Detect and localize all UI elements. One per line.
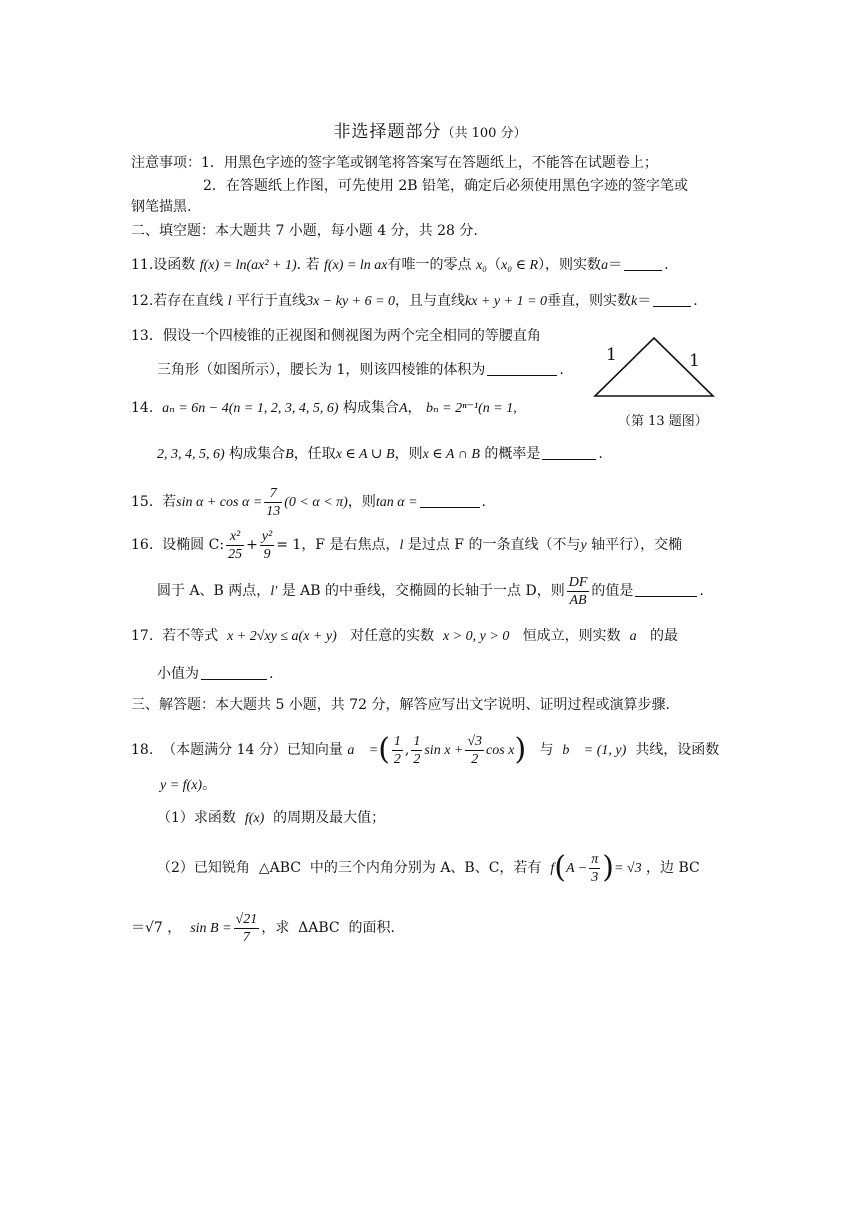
q14-formula-7: x ∈ A ∩ B (422, 447, 480, 462)
q14-text: ，则 (394, 446, 423, 462)
q18-p1-text: （1）求函数 (157, 810, 236, 826)
q18-p2-text: 中的三个内角分别为 A、B、C，若有 (309, 860, 542, 876)
q12-answer-blank (653, 292, 691, 307)
q17-formula-2: x > 0, y > 0 (443, 629, 510, 644)
title-sub: （共 100 分） (441, 126, 527, 141)
q13-text-2: 三角形（如图所示），腰长为 1，则该四棱锥的体积为 (157, 362, 486, 378)
q14-text: 的概率是 (484, 446, 541, 462)
q14-formula-1: aₙ = 6n − 4(n = 1, 2, 3, 4, 5, 6) (162, 401, 339, 416)
q16-fraction-x (226, 528, 244, 563)
question-18-part-1 (157, 808, 385, 829)
section-2-header (131, 221, 478, 241)
question-18-part-2-cont (131, 905, 395, 952)
q18-p3-text: ， (167, 920, 182, 936)
q11-text: . 若 (296, 257, 320, 273)
q12-text: 若存在直线 (153, 293, 224, 309)
q16-eq: = 1 (276, 537, 302, 553)
q16-text: 设椭圆 C: (162, 537, 225, 553)
q17-text: 若不等式 (162, 628, 219, 644)
q18-bc-length: ＝√7 (131, 920, 163, 936)
q17-number: 17. (131, 628, 154, 644)
q11-text: ＝ (608, 257, 623, 273)
frac-num: √21 (235, 911, 258, 927)
q16-frac-den: AB (569, 592, 587, 608)
q16-fraction-df-ab (567, 574, 590, 609)
q18-paren-open: ( (378, 732, 390, 767)
q18-p2-f: f (550, 861, 555, 876)
q12-text: 平行于直线 (236, 293, 307, 309)
q15-formula-1: sin α + cos α = (176, 495, 263, 510)
q14-formula-6: x ∈ A ∪ B (335, 447, 395, 462)
q14-formula-2: A (398, 401, 408, 416)
q16-frac-den: 9 (263, 546, 271, 562)
q18-text: 。 (202, 777, 217, 793)
q11-text: 设函数 (153, 257, 196, 273)
q18-text: 共线，设函数 (635, 742, 720, 758)
q14-formula-5: B (285, 447, 294, 462)
q18-p3-text: 的面积. (348, 920, 395, 936)
q12-end: . (693, 293, 698, 309)
q18-vector-a: a⃗ = (347, 743, 379, 758)
q18-p2-paren-close: ) (602, 850, 614, 885)
q12-formula-3: kx + y + 1 = 0 (465, 294, 548, 309)
q15-answer-blank (420, 493, 480, 508)
q14-text: ，任取 (293, 446, 336, 462)
q17-end: . (269, 666, 274, 682)
q16-plus: + (246, 537, 258, 553)
q16-formula-2: y (580, 538, 587, 553)
q14-text: 构成集合 (229, 446, 286, 462)
q16-formula-3: l′ (270, 584, 278, 599)
q12-formula-2: 3x − ky + 6 = 0 (306, 294, 396, 309)
question-16-line-1 (131, 525, 682, 566)
q16-frac-num: x² (226, 528, 244, 546)
q11-text: （ (487, 257, 502, 273)
question-15 (131, 482, 486, 523)
section-3-header (131, 695, 670, 715)
q13-answer-blank (487, 361, 557, 376)
q17-text: 恒成立，则实数 (522, 628, 621, 644)
q18-vector-b: b⃗ = (1, y) (562, 743, 627, 758)
q16-frac-den: 25 (228, 546, 243, 562)
notes-line-2 (203, 176, 688, 196)
question-13-line-2 (157, 360, 564, 380)
q18-p2-eq: = √3 (613, 861, 642, 876)
q15-fraction (264, 485, 282, 520)
q16-frac-num: DF (568, 574, 588, 590)
q18-frac-sqrt21 (234, 911, 260, 946)
frac-num: π (591, 851, 599, 867)
q11-number: 11. (131, 257, 154, 273)
q12-formula-4: k (631, 294, 638, 309)
q18-p2-text: ，边 BC (646, 860, 700, 876)
q16-text: 是 AB 的中垂线，交椭圆的长轴于一点 D，则 (281, 583, 565, 599)
q13-text-1: 13．假设一个四棱锥的正视图和侧视图为两个完全相同的等腰直角 (131, 328, 541, 344)
q18-comma: , (404, 742, 410, 758)
q18-p1-text: 的周期及最大值； (273, 810, 386, 826)
q17-answer-blank (201, 665, 267, 680)
q12-text: ＝ (637, 293, 652, 309)
q18-frac-1 (392, 733, 403, 768)
q12-text: 垂直，则实数 (547, 293, 632, 309)
q14-answer-blank (542, 445, 596, 460)
title-main: 非选择题部分 (333, 122, 442, 142)
q18-frac-3 (465, 733, 484, 768)
question-12 (131, 291, 698, 312)
question-14-line-2 (157, 444, 603, 465)
q11-formula-4: x₀ ∈ R (501, 258, 539, 273)
notes-item-1: 1．用黑色字迹的签字笔或钢笔将答案写在答题纸上，不能答在试题卷上； (201, 155, 658, 171)
question-13-line-1 (131, 326, 541, 346)
q14-text: ， (407, 400, 422, 416)
section-title (0, 117, 860, 142)
q16-text: 圆于 A、B 两点， (157, 583, 271, 599)
question-11 (131, 255, 669, 276)
q18-p2-arg: A − (565, 861, 588, 876)
q16-frac-num: y² (261, 528, 273, 544)
q17-formula-1: x + 2√xy ≤ a(x + y) (227, 629, 337, 644)
q12-number: 12. (131, 293, 154, 309)
fig-label-right: 1 (689, 351, 700, 371)
q15-text: 若 (162, 494, 177, 510)
notes-item-2a: 2．在答题纸上作图，可先使用 2B 铅笔，确定后必须使用黑色字迹的签字笔或 (203, 178, 689, 194)
q15-number: 15. (131, 494, 154, 510)
q14-formula-3: bₙ = 2ⁿ⁻¹(n = 1, (425, 401, 517, 416)
frac-num: 1 (413, 733, 421, 749)
q11-end: . (664, 257, 669, 273)
q18-text: 与 (539, 742, 554, 758)
section-2-text: 二、填空题：本大题共 7 小题，每小题 4 分，共 28 分. (131, 223, 478, 239)
frac-den: 2 (413, 751, 421, 767)
q11-formula-1: f(x) = ln(ax² + 1) (199, 258, 297, 273)
q18-sinb: sin B = (190, 921, 232, 936)
q17-text: 的最 (649, 628, 678, 644)
q11-formula-5: a (601, 258, 609, 273)
notes-item-2b: 钢笔描黑. (131, 199, 192, 215)
frac-den: 7 (242, 929, 250, 945)
question-18-line-2 (160, 775, 216, 796)
q18-text: （本题满分 14 分）已知向量 (162, 742, 343, 758)
q17-text: 对任意的实数 (350, 628, 435, 644)
q14-number: 14. (131, 400, 154, 416)
q18-p2-paren-open: ( (554, 850, 566, 885)
q18-paren-close: ) (514, 732, 527, 767)
fig-label-left: 1 (606, 345, 617, 365)
q16-text: 是过点 F 的一条直线（不与 (407, 537, 581, 553)
q12-text: ，且与直线 (395, 293, 466, 309)
q12-formula-1: l (227, 294, 232, 309)
q15-formula-3: tan α = (375, 495, 418, 510)
frac-num: √3 (467, 733, 483, 749)
question-18-part-2 (157, 845, 700, 892)
q15-end: . (481, 494, 486, 510)
q17-formula-3: a (629, 629, 637, 644)
question-18-line-1 (131, 727, 719, 774)
q11-text: 有唯一的零点 (387, 257, 472, 273)
q16-formula-1: l (399, 538, 404, 553)
q16-end: . (699, 583, 704, 599)
q16-number: 16. (131, 537, 154, 553)
q15-text: ，则 (347, 494, 376, 510)
frac-den: 2 (393, 751, 401, 767)
q14-end: . (598, 446, 603, 462)
q13-end: . (559, 362, 564, 378)
frac-den: 3 (591, 869, 599, 885)
question-17-line-1 (131, 626, 678, 647)
fig-caption: （第 13 题图） (618, 414, 708, 429)
q14-formula-4: 2, 3, 4, 5, 6) (157, 447, 225, 462)
q11-answer-blank (624, 256, 662, 271)
q14-text: 构成集合 (342, 400, 399, 416)
q18-frac-2 (411, 733, 422, 768)
q11-formula-3: x₀ (475, 258, 488, 273)
question-16-line-2 (157, 571, 704, 612)
section-3-text: 三、解答题：本大题共 5 小题，共 72 分，解答应写出文字说明、证明过程或演算步骤. (131, 697, 670, 713)
q11-formula-2: f(x) = ln ax (324, 258, 388, 273)
q15-frac-num: 7 (264, 485, 282, 503)
q18-sinx: sin x + (424, 743, 464, 758)
q16-text: 的值是 (591, 583, 634, 599)
notes-line-3 (131, 197, 191, 217)
q15-frac-den: 13 (266, 503, 281, 519)
q18-frac-pi (589, 851, 600, 886)
notes-line-1 (131, 153, 658, 173)
q16-text: 轴平行），交椭 (591, 537, 683, 553)
q18-cosx: cos x (486, 743, 515, 758)
q18-triangle-abc: △ABC (258, 860, 301, 876)
q16-text: ，F 是右焦点， (301, 537, 400, 553)
q18-delta-abc: ΔABC (298, 920, 340, 936)
q16-answer-blank (635, 582, 697, 597)
q18-p3-text: ，求 (261, 920, 290, 936)
question-17-line-2 (157, 664, 273, 684)
frac-den: 2 (471, 751, 479, 767)
q18-formula-y: y = f(x) (160, 778, 203, 793)
q18-p1-formula: f(x) (244, 811, 265, 826)
q17-text: 小值为 (157, 666, 199, 682)
q18-p2-text: （2）已知锐角 (157, 860, 250, 876)
frac-num: 1 (393, 733, 401, 749)
q18-number: 18. (131, 742, 154, 758)
q16-fraction-y (260, 528, 274, 563)
q15-formula-2: (0 < α < π) (284, 495, 348, 510)
q11-text: ），则实数 (538, 257, 602, 273)
question-14-line-1 (131, 398, 517, 419)
notes-label: 注意事项： (131, 155, 201, 171)
